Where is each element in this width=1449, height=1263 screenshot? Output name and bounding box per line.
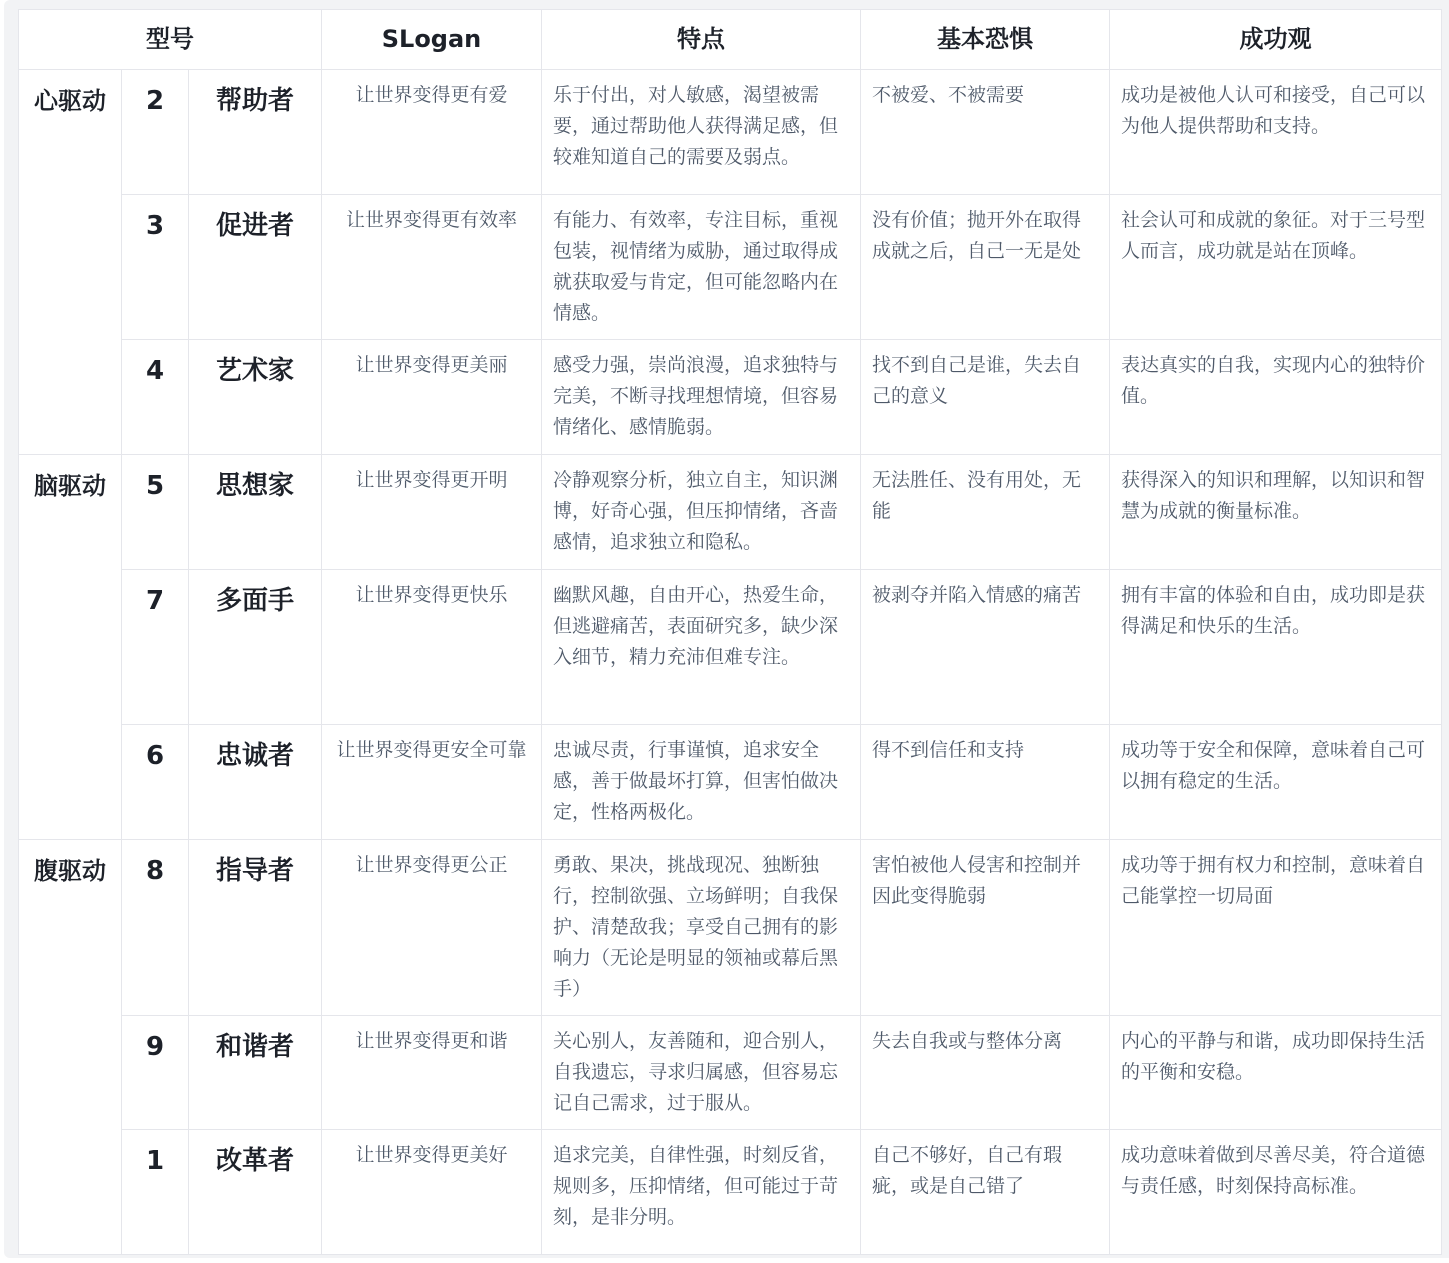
- traits-cell: 乐于付出，对人敏感，渴望被需要，通过帮助他人获得满足感，但较难知道自己的需要及弱点。: [542, 70, 861, 195]
- type-number: 3: [122, 195, 189, 340]
- header-fear: 基本恐惧: [861, 10, 1110, 70]
- type-number: 5: [122, 455, 189, 570]
- type-number: 9: [122, 1016, 189, 1130]
- type-name: 多面手: [189, 570, 322, 725]
- traits-cell: 追求完美，自律性强，时刻反省，规则多，压抑情绪，但可能过于苛刻，是非分明。: [542, 1130, 861, 1255]
- table-row: [19, 70, 1442, 195]
- enneagram-table: [18, 9, 1442, 1255]
- success-cell: 成功是被他人认可和接受，自己可以为他人提供帮助和支持。: [1110, 70, 1442, 195]
- slogan-cell: 让世界变得更公正: [322, 840, 542, 1016]
- type-number: 2: [122, 70, 189, 195]
- type-name: 促进者: [189, 195, 322, 340]
- header-traits: 特点: [542, 10, 861, 70]
- fear-cell: 被剥夺并陷入情感的痛苦: [861, 570, 1110, 725]
- traits-cell: 感受力强，崇尚浪漫，追求独特与完美，不断寻找理想情境，但容易情绪化、感情脆弱。: [542, 340, 861, 455]
- traits-cell: 忠诚尽责，行事谨慎，追求安全感，善于做最坏打算，但害怕做决定，性格两极化。: [542, 725, 861, 840]
- table-row: [19, 340, 1442, 455]
- slogan-cell: 让世界变得更有爱: [322, 70, 542, 195]
- slogan-cell: 让世界变得更快乐: [322, 570, 542, 725]
- slogan-cell: 让世界变得更美丽: [322, 340, 542, 455]
- type-number: 4: [122, 340, 189, 455]
- success-cell: 社会认可和成就的象征。对于三号型人而言，成功就是站在顶峰。: [1110, 195, 1442, 340]
- group-head: 脑驱动: [19, 455, 122, 840]
- traits-cell: 幽默风趣，自由开心，热爱生命，但逃避痛苦，表面研究多，缺少深入细节，精力充沛但难专注。: [542, 570, 861, 725]
- type-name: 思想家: [189, 455, 322, 570]
- table-row: [19, 570, 1442, 725]
- slogan-cell: 让世界变得更和谐: [322, 1016, 542, 1130]
- type-number: 1: [122, 1130, 189, 1255]
- type-number: 7: [122, 570, 189, 725]
- type-name: 艺术家: [189, 340, 322, 455]
- type-name: 和谐者: [189, 1016, 322, 1130]
- success-cell: 表达真实的自我，实现内心的独特价值。: [1110, 340, 1442, 455]
- fear-cell: 没有价值；抛开外在取得成就之后，自己一无是处: [861, 195, 1110, 340]
- header-slogan: SLogan: [322, 10, 542, 70]
- type-number: 6: [122, 725, 189, 840]
- success-cell: 成功等于安全和保障，意味着自己可以拥有稳定的生活。: [1110, 725, 1442, 840]
- traits-cell: 冷静观察分析，独立自主，知识渊博，好奇心强，但压抑情绪，吝啬感情，追求独立和隐私。: [542, 455, 861, 570]
- success-cell: 内心的平静与和谐，成功即保持生活的平衡和安稳。: [1110, 1016, 1442, 1130]
- fear-cell: 失去自我或与整体分离: [861, 1016, 1110, 1130]
- header-success: 成功观: [1110, 10, 1442, 70]
- success-cell: 成功等于拥有权力和控制，意味着自己能掌控一切局面: [1110, 840, 1442, 1016]
- slogan-cell: 让世界变得更有效率: [322, 195, 542, 340]
- type-number: 8: [122, 840, 189, 1016]
- fear-cell: 自己不够好，自己有瑕疵，或是自己错了: [861, 1130, 1110, 1255]
- slogan-cell: 让世界变得更开明: [322, 455, 542, 570]
- traits-cell: 关心别人，友善随和，迎合别人，自我遗忘，寻求归属感，但容易忘记自己需求，过于服从。: [542, 1016, 861, 1130]
- fear-cell: 不被爱、不被需要: [861, 70, 1110, 195]
- type-name: 帮助者: [189, 70, 322, 195]
- fear-cell: 找不到自己是谁，失去自己的意义: [861, 340, 1110, 455]
- success-cell: 拥有丰富的体验和自由，成功即是获得满足和快乐的生活。: [1110, 570, 1442, 725]
- slogan-cell: 让世界变得更安全可靠: [322, 725, 542, 840]
- group-heart: 心驱动: [19, 70, 122, 455]
- table-row: [19, 455, 1442, 570]
- table-row: [19, 1130, 1442, 1255]
- header-type: 型号: [19, 10, 322, 70]
- success-cell: 获得深入的知识和理解，以知识和智慧为成就的衡量标准。: [1110, 455, 1442, 570]
- fear-cell: 得不到信任和支持: [861, 725, 1110, 840]
- table-row: [19, 840, 1442, 1016]
- traits-cell: 勇敢、果决，挑战现况、独断独行，控制欲强、立场鲜明；自我保护、清楚敌我；享受自己拥有的影响力（无论是明显的领袖或幕后黑手）: [542, 840, 861, 1016]
- success-cell: 成功意味着做到尽善尽美，符合道德与责任感，时刻保持高标准。: [1110, 1130, 1442, 1255]
- table-row: [19, 1016, 1442, 1130]
- type-name: 忠诚者: [189, 725, 322, 840]
- table-row: [19, 725, 1442, 840]
- table-row: [19, 195, 1442, 340]
- fear-cell: 无法胜任、没有用处，无能: [861, 455, 1110, 570]
- slogan-cell: 让世界变得更美好: [322, 1130, 542, 1255]
- group-gut: 腹驱动: [19, 840, 122, 1255]
- type-name: 改革者: [189, 1130, 322, 1255]
- traits-cell: 有能力、有效率，专注目标，重视包装，视情绪为威胁，通过取得成就获取爱与肯定，但可能忽略内在情感。: [542, 195, 861, 340]
- fear-cell: 害怕被他人侵害和控制并因此变得脆弱: [861, 840, 1110, 1016]
- type-name: 指导者: [189, 840, 322, 1016]
- header-row: [19, 10, 1442, 70]
